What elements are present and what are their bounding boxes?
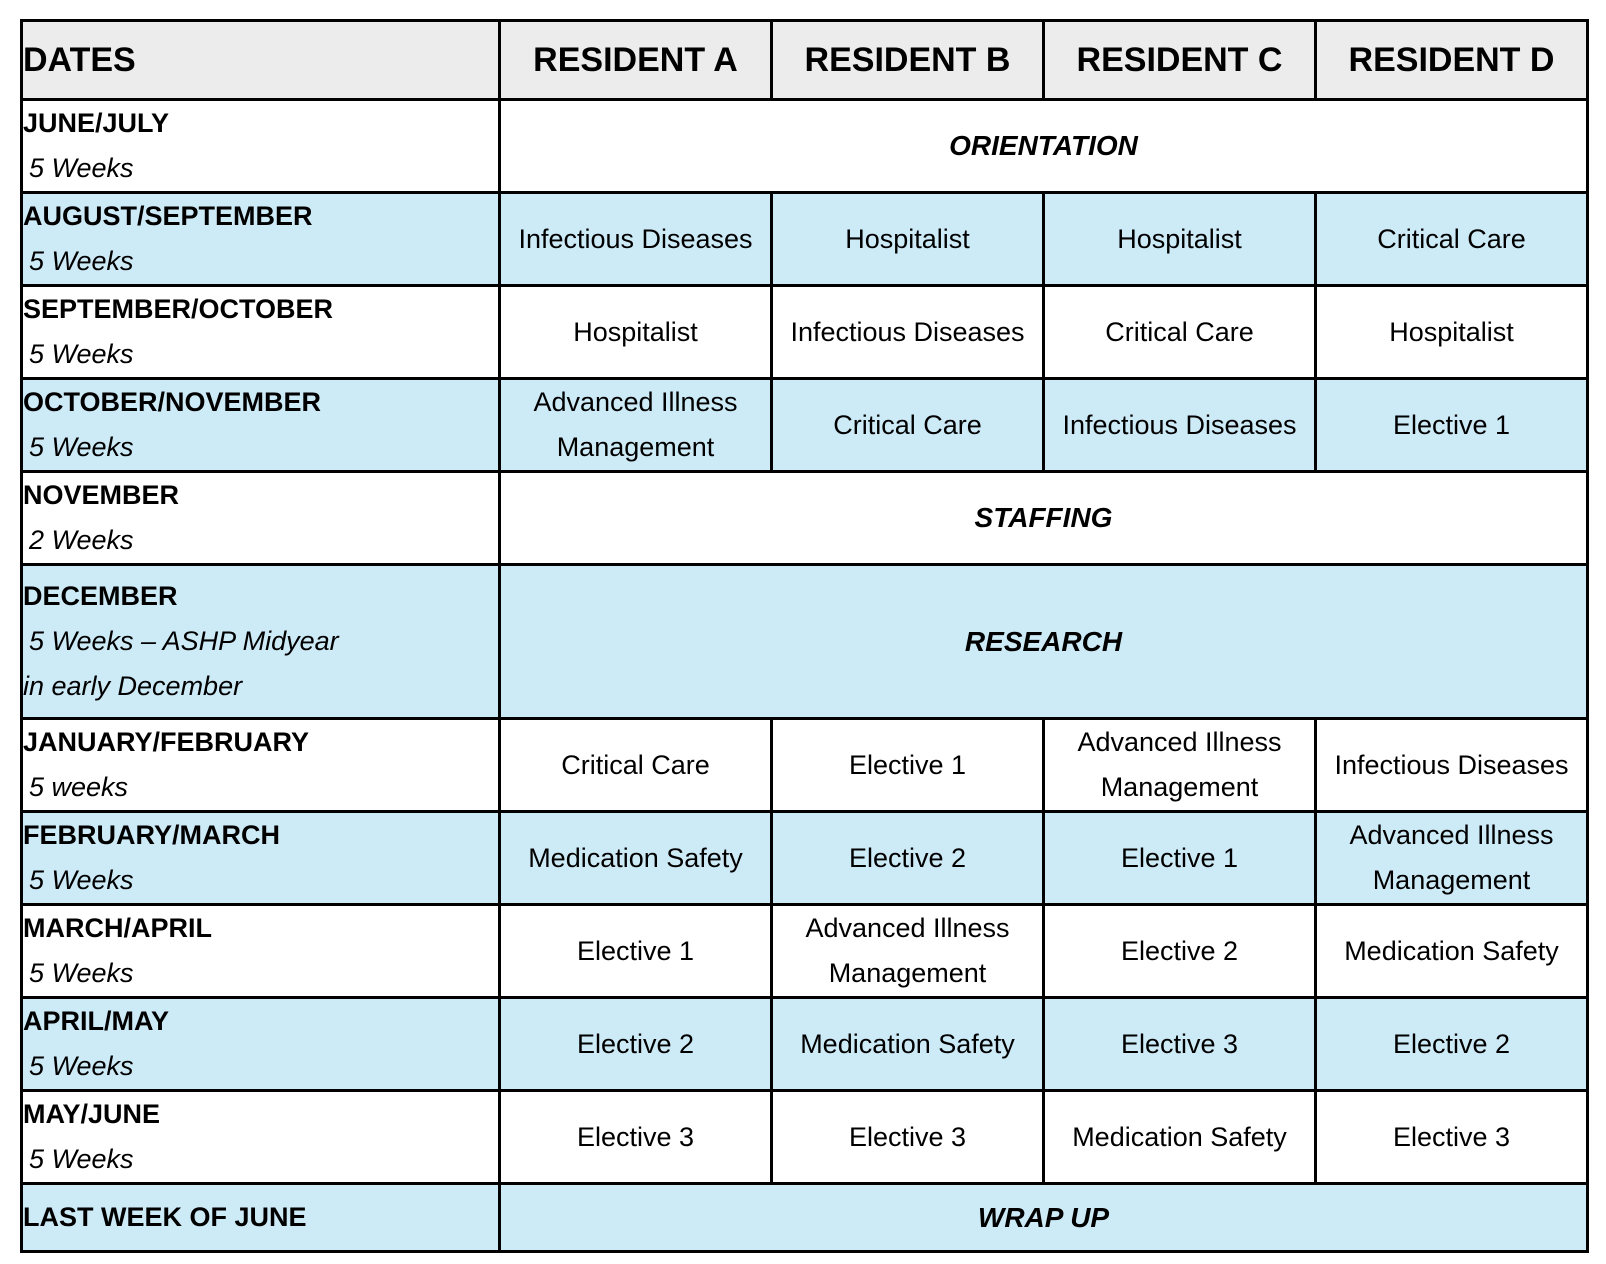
rotation-cell-d: Hospitalist: [1316, 286, 1588, 379]
date-cell: [22, 812, 500, 905]
date-duration: 5 Weeks: [29, 246, 134, 276]
rotation-cell-b: Elective 2: [772, 812, 1044, 905]
table-row: [22, 193, 1588, 286]
date-note: in early December: [23, 671, 243, 701]
rotation-cell-a: Medication Safety: [500, 812, 772, 905]
date-cell: [22, 565, 500, 719]
date-period: AUGUST/SEPTEMBER: [23, 201, 313, 231]
rotation-cell-b: Advanced Illness Management: [772, 905, 1044, 998]
rotation-cell-d: Infectious Diseases: [1316, 719, 1588, 812]
rotation-cell-a: Infectious Diseases: [500, 193, 772, 286]
span-activity: RESEARCH: [500, 565, 1588, 719]
date-duration: 5 Weeks: [29, 339, 134, 369]
date-duration: 5 Weeks: [29, 958, 134, 988]
rotation-cell-b: Elective 3: [772, 1091, 1044, 1184]
date-period: APRIL/MAY: [23, 1006, 170, 1036]
rotation-cell-d: Elective 3: [1316, 1091, 1588, 1184]
date-duration: 5 Weeks: [29, 432, 134, 462]
date-period: JUNE/JULY: [23, 108, 170, 138]
header-dates: DATES: [22, 21, 500, 100]
date-duration: 5 Weeks: [29, 1051, 134, 1081]
table-row: [22, 565, 1588, 719]
rotation-cell-d: Medication Safety: [1316, 905, 1588, 998]
rotation-cell-a: Critical Care: [500, 719, 772, 812]
rotation-cell-c: Advanced Illness Management: [1044, 719, 1316, 812]
rotation-cell-c: Hospitalist: [1044, 193, 1316, 286]
date-period: MARCH/APRIL: [23, 913, 212, 943]
rotation-cell-d: Critical Care: [1316, 193, 1588, 286]
header-resident-b: RESIDENT B: [772, 21, 1044, 100]
date-duration: 5 Weeks – ASHP Midyear: [29, 626, 339, 656]
rotation-cell-c: Critical Care: [1044, 286, 1316, 379]
date-period: OCTOBER/NOVEMBER: [23, 387, 322, 417]
header-row: [22, 21, 1588, 100]
table-row: [22, 379, 1588, 472]
header-resident-a: RESIDENT A: [500, 21, 772, 100]
date-cell: [22, 100, 500, 193]
table-row: [22, 472, 1588, 565]
table-row: [22, 1091, 1588, 1184]
rotation-schedule-table: [20, 19, 1589, 1253]
table-row: [22, 1184, 1588, 1252]
date-cell: [22, 1184, 500, 1252]
date-period: LAST WEEK OF JUNE: [23, 1202, 307, 1232]
span-activity: WRAP UP: [500, 1184, 1588, 1252]
rotation-cell-c: Infectious Diseases: [1044, 379, 1316, 472]
date-duration: 2 Weeks: [29, 525, 134, 555]
table-row: [22, 998, 1588, 1091]
date-duration: 5 Weeks: [29, 865, 134, 895]
date-duration: 5 weeks: [29, 772, 129, 802]
header-resident-d: RESIDENT D: [1316, 21, 1588, 100]
rotation-cell-c: Medication Safety: [1044, 1091, 1316, 1184]
date-cell: [22, 905, 500, 998]
date-period: JANUARY/FEBRUARY: [23, 727, 310, 757]
rotation-cell-a: Hospitalist: [500, 286, 772, 379]
rotation-cell-b: Hospitalist: [772, 193, 1044, 286]
table-row: [22, 905, 1588, 998]
table-row: [22, 812, 1588, 905]
date-cell: [22, 379, 500, 472]
date-period: SEPTEMBER/OCTOBER: [23, 294, 334, 324]
rotation-cell-b: Infectious Diseases: [772, 286, 1044, 379]
table-row: [22, 719, 1588, 812]
rotation-cell-b: Elective 1: [772, 719, 1044, 812]
date-cell: [22, 472, 500, 565]
date-period: NOVEMBER: [23, 480, 180, 510]
date-cell: [22, 998, 500, 1091]
rotation-cell-d: Elective 2: [1316, 998, 1588, 1091]
rotation-cell-b: Medication Safety: [772, 998, 1044, 1091]
date-duration: 5 Weeks: [29, 1144, 134, 1174]
table-row: [22, 286, 1588, 379]
table-row: [22, 100, 1588, 193]
span-activity: STAFFING: [500, 472, 1588, 565]
rotation-cell-a: Elective 2: [500, 998, 772, 1091]
date-cell: [22, 286, 500, 379]
rotation-cell-c: Elective 2: [1044, 905, 1316, 998]
date-cell: [22, 719, 500, 812]
date-duration: 5 Weeks: [29, 153, 134, 183]
rotation-cell-a: Advanced Illness Management: [500, 379, 772, 472]
rotation-cell-c: Elective 3: [1044, 998, 1316, 1091]
rotation-cell-d: Elective 1: [1316, 379, 1588, 472]
rotation-cell-b: Critical Care: [772, 379, 1044, 472]
date-period: MAY/JUNE: [23, 1099, 161, 1129]
header-resident-c: RESIDENT C: [1044, 21, 1316, 100]
rotation-cell-a: Elective 3: [500, 1091, 772, 1184]
date-cell: [22, 1091, 500, 1184]
rotation-cell-d: Advanced Illness Management: [1316, 812, 1588, 905]
date-period: FEBRUARY/MARCH: [23, 820, 280, 850]
date-period: DECEMBER: [23, 581, 178, 611]
date-cell: [22, 193, 500, 286]
rotation-cell-a: Elective 1: [500, 905, 772, 998]
rotation-cell-c: Elective 1: [1044, 812, 1316, 905]
span-activity: ORIENTATION: [500, 100, 1588, 193]
